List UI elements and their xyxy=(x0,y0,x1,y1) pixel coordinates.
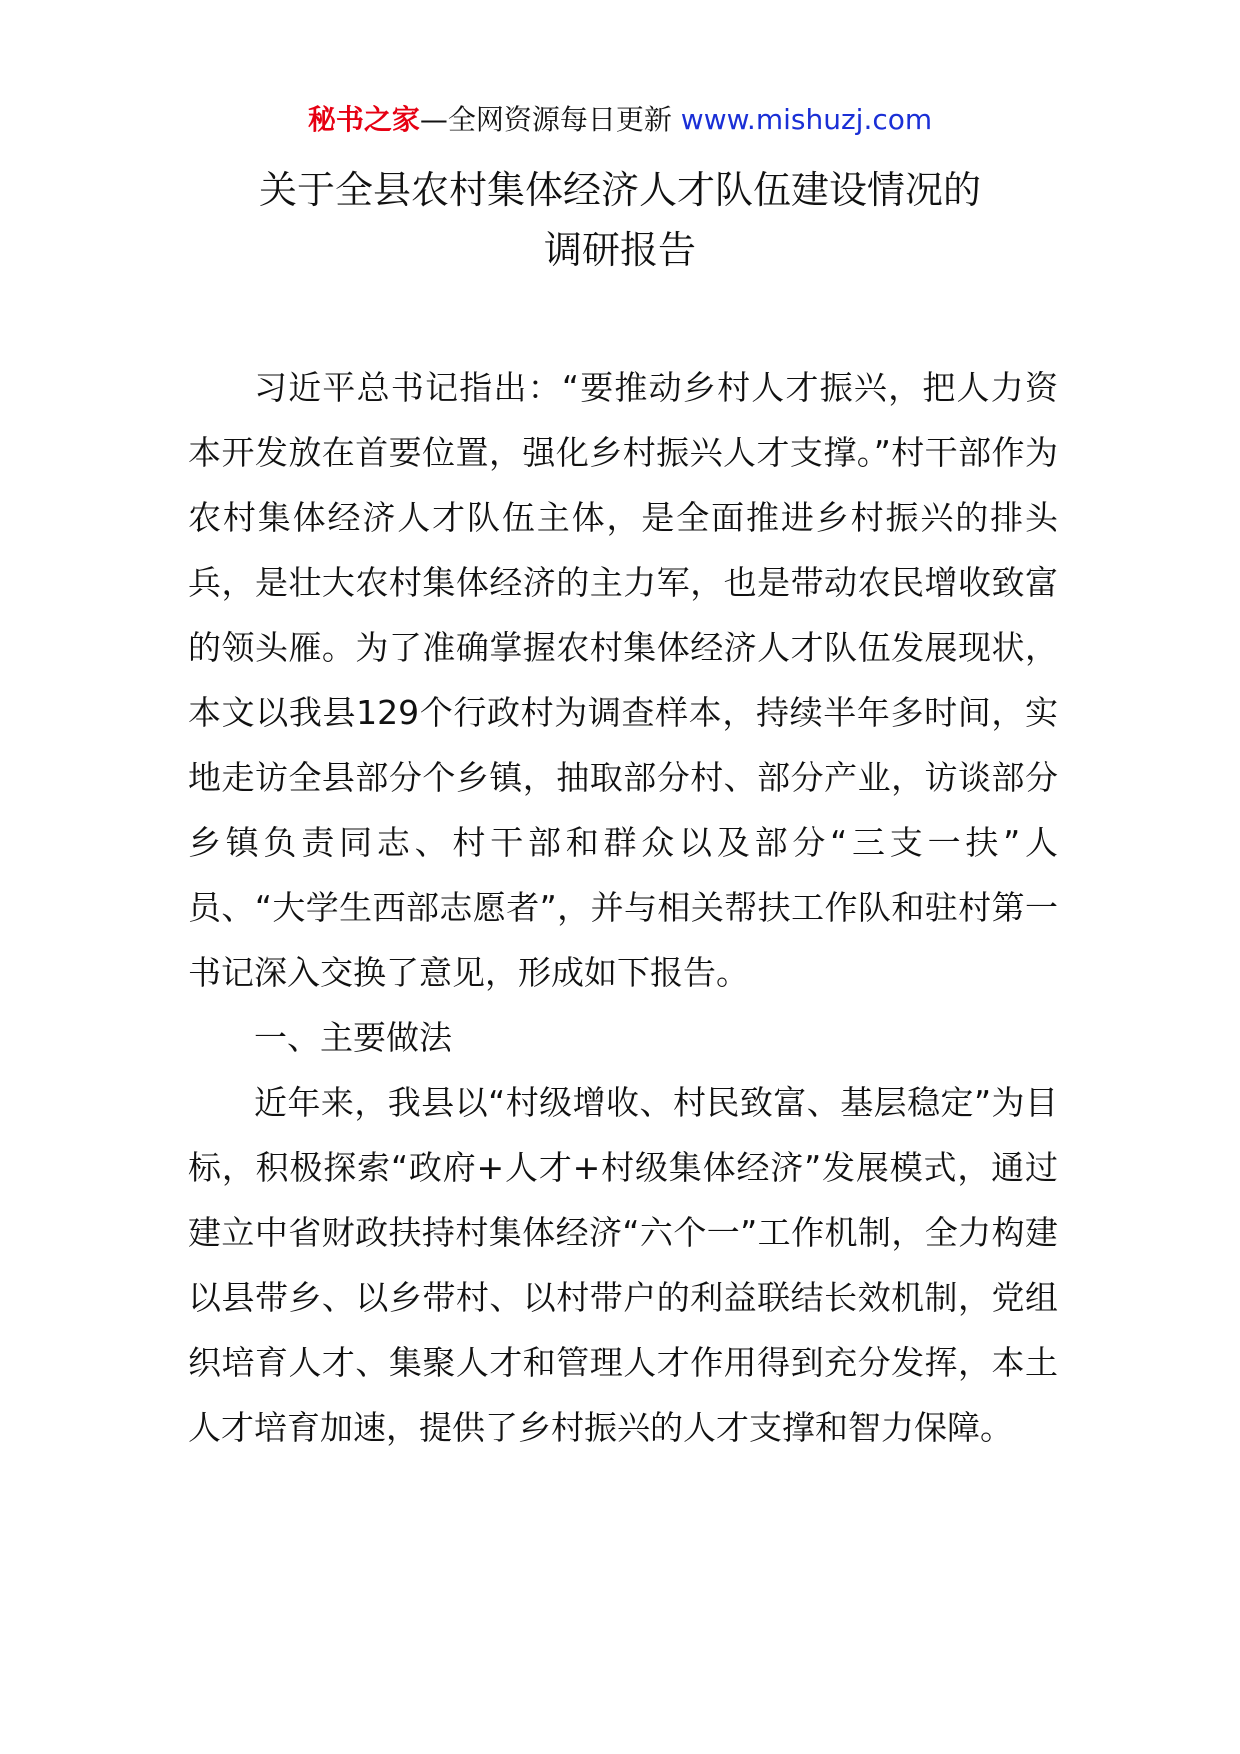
section-heading: 一、主要做法 xyxy=(254,1018,452,1057)
title-line-1: 关于全县农村集体经济人才队伍建设情况的 xyxy=(258,168,981,212)
brand-name: 秘书之家 xyxy=(307,103,420,136)
site-header xyxy=(0,100,1240,140)
title-line-2: 调研报告 xyxy=(543,228,696,272)
section-paragraph: 近年来，我县以“村级增收、村民致富、基层稳定”为目标，积极探索“政府+人才+村级集体经济”发展模式，通过建立中省财政扶持村集体经济“六个一”工作机制，全力构建以县带乡、以乡带村、以村带户的利益联结长效机制，党组织培育人才、集聚人才和管理人才作用得到充分发挥，本土人才培育加速，提供了乡村振兴的人才支撑和智力保障。 xyxy=(188,1083,1058,1447)
document-title xyxy=(0,160,1240,280)
document-body xyxy=(188,355,1058,1460)
intro-paragraph: 习近平总书记指出：“要推动乡村人才振兴，把人力资本开发放在首要位置，强化乡村振兴人才支撑。”村干部作为农村集体经济人才队伍主体，是全面推进乡村振兴的排头兵，是壮大农村集体经济的主力军，也是带动农民增收致富的领头雁。为了准确掌握农村集体经济人才队伍发展现状，本文以我县129个行政村为调查样本，持续半年多时间，实地走访全县部分个乡镇，抽取部分村、部分产业，访谈部分乡镇负责同志、村干部和群众以及部分“三支一扶”人员、“大学生西部志愿者”，并与相关帮扶工作队和驻村第一书记深入交换了意见，形成如下报告。 xyxy=(188,368,1058,992)
header-slogan: —全网资源每日更新 xyxy=(419,103,672,136)
site-url-link[interactable]: www.mishuzj.com xyxy=(680,103,933,136)
